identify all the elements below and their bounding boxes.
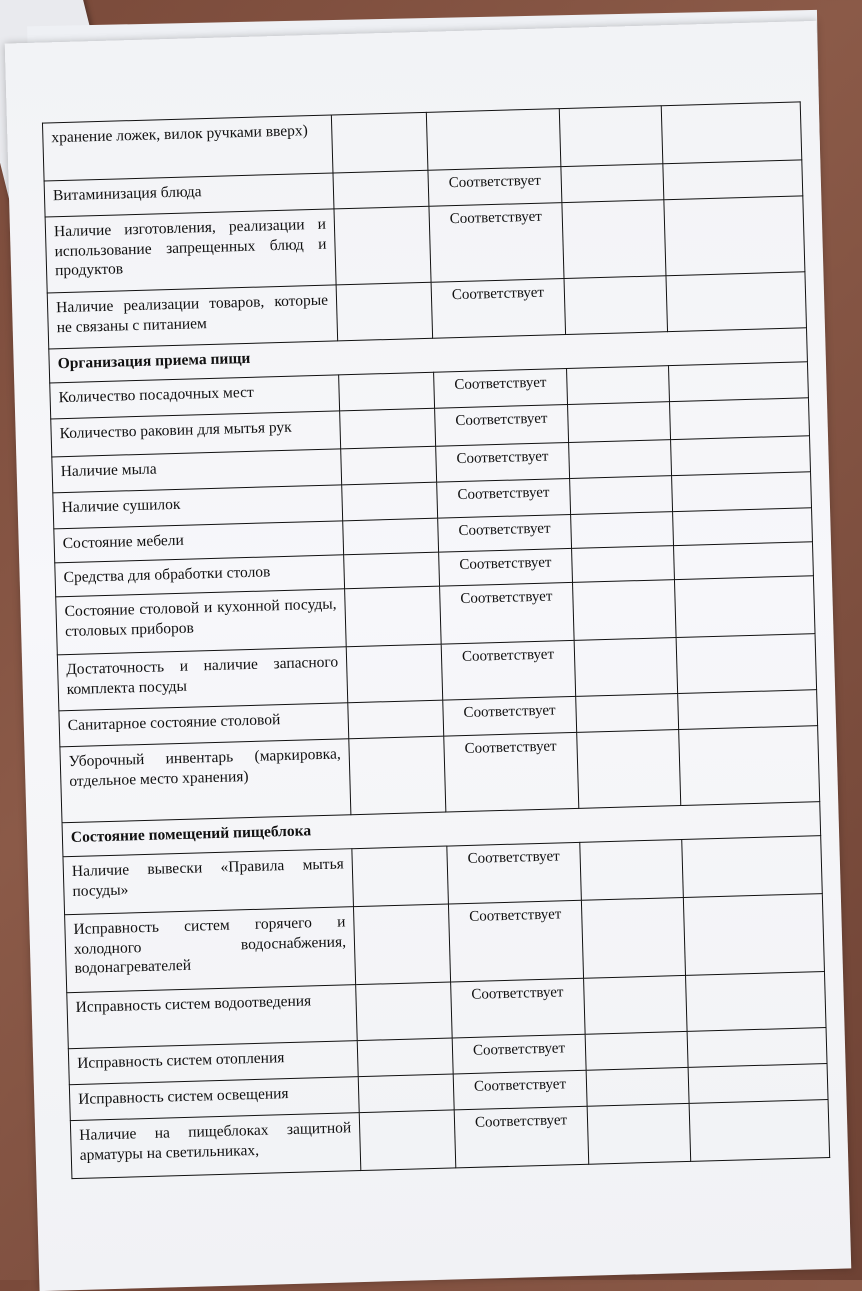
criterion-cell: Санитарное состояние столовой (59, 703, 349, 747)
empty-cell (587, 1103, 691, 1164)
empty-cell (679, 726, 820, 806)
criterion-cell: Наличие реализации товаров, которые не связаны с питанием (47, 285, 337, 349)
criterion-cell: Наличие сушилок (53, 485, 343, 529)
status-cell: Соответствует (447, 842, 582, 904)
criterion-cell: Состояние мебели (54, 521, 344, 563)
empty-cell (339, 372, 435, 411)
empty-cell (570, 476, 673, 515)
empty-cell (687, 1028, 827, 1068)
empty-cell (349, 736, 446, 815)
empty-cell (356, 982, 453, 1041)
empty-cell (671, 436, 811, 476)
empty-cell (669, 398, 809, 440)
criterion-cell: Витаминизация блюда (44, 173, 334, 217)
empty-cell (359, 1110, 456, 1171)
empty-cell (564, 276, 668, 335)
status-cell: Соответствует (438, 514, 572, 552)
section-heading: Состояние помещений пищеблока (62, 802, 821, 857)
empty-cell (682, 836, 823, 898)
empty-cell (666, 272, 807, 332)
status-cell: Соответствует (441, 640, 576, 700)
empty-cell (581, 897, 685, 978)
criterion-cell: Достаточность и наличие запасного комплекта посуды (57, 647, 347, 711)
empty-cell (572, 546, 675, 583)
empty-cell (342, 482, 438, 521)
empty-cell (561, 164, 664, 203)
status-cell: Соответствует (454, 1106, 589, 1168)
status-cell: Соответствует (444, 732, 579, 812)
empty-cell (576, 694, 679, 733)
status-cell: Соответствует (436, 442, 570, 482)
empty-cell (584, 975, 688, 1034)
empty-cell (673, 508, 813, 546)
empty-cell (559, 106, 663, 167)
criterion-cell: Наличие мыла (52, 449, 342, 493)
status-cell: Соответствует (428, 167, 562, 207)
empty-cell (674, 542, 814, 580)
empty-cell (580, 839, 684, 900)
status-cell: Соответствует (437, 478, 571, 518)
empty-cell (674, 576, 815, 638)
criterion-cell: Средства для обработки столов (55, 555, 345, 597)
status-cell: Соответствует (434, 369, 568, 409)
empty-cell (344, 552, 440, 589)
empty-cell (577, 730, 681, 809)
criterion-cell: Уборочный инвентарь (маркировка, отдельное место хранения) (60, 739, 351, 823)
empty-cell (664, 196, 805, 276)
criterion-cell: Наличие на пищеблоках защитной арматуры на светильниках, (70, 1113, 361, 1179)
empty-cell (663, 160, 803, 200)
empty-cell (562, 200, 666, 279)
empty-cell (573, 580, 677, 641)
empty-cell (672, 472, 812, 512)
empty-cell (661, 102, 802, 164)
criterion-cell: Наличие вывески «Правила мытья посуды» (63, 849, 354, 915)
empty-cell (678, 690, 818, 730)
criterion-cell: Количество посадочных мест (50, 375, 340, 419)
empty-cell (334, 206, 431, 285)
empty-cell (676, 634, 817, 694)
empty-cell (357, 1038, 453, 1077)
empty-cell (568, 402, 671, 443)
criterion-cell: хранение ложек, вилок ручками вверх) (42, 115, 333, 181)
status-cell: Соответствует (440, 582, 575, 644)
status-cell: Соответствует (435, 405, 569, 447)
criterion-cell: Исправность систем горячего и холодного водоснабжения, водонагревателей (65, 907, 356, 993)
section-heading: Организация приема пищи (49, 328, 808, 383)
empty-cell (569, 440, 672, 479)
empty-cell (348, 700, 444, 739)
status-cell: Соответствует (448, 900, 583, 982)
empty-cell (346, 644, 443, 703)
status-cell: Соответствует (443, 696, 577, 736)
status-cell: Соответствует (431, 279, 566, 339)
empty-cell (668, 362, 808, 402)
empty-cell (343, 518, 439, 555)
criterion-cell: Состояние столовой и кухонной посуды, столовых приборов (56, 589, 347, 655)
criterion-cell: Количество раковин для мытья рук (51, 411, 341, 457)
status-cell: Соответствует (453, 1070, 587, 1110)
empty-cell (585, 1031, 688, 1070)
status-cell: Соответствует (451, 978, 586, 1038)
status-cell: Соответствует (439, 548, 573, 586)
empty-cell (567, 366, 670, 405)
empty-cell (689, 1100, 830, 1162)
empty-cell (683, 894, 824, 976)
empty-cell (333, 170, 429, 209)
status-cell (426, 109, 561, 171)
empty-cell (336, 282, 433, 341)
criterion-cell: Наличие изготовления, реализации и использование запрещенных блюд и продуктов (45, 209, 336, 293)
inspection-table (42, 101, 830, 1179)
empty-cell (340, 408, 436, 449)
empty-cell (352, 846, 449, 907)
criterion-cell: Исправность систем водоотведения (67, 985, 357, 1049)
empty-cell (345, 586, 442, 647)
empty-cell (353, 904, 450, 985)
criterion-cell: Исправность систем освещения (69, 1077, 359, 1121)
criterion-cell: Исправность систем отопления (68, 1041, 358, 1085)
empty-cell (571, 512, 674, 549)
empty-cell (331, 112, 428, 173)
empty-cell (686, 972, 827, 1032)
empty-cell (574, 638, 678, 697)
empty-cell (586, 1067, 689, 1106)
empty-cell (341, 446, 437, 485)
status-cell: Соответствует (429, 203, 564, 283)
status-cell: Соответствует (452, 1034, 586, 1074)
empty-cell (358, 1074, 454, 1113)
empty-cell (688, 1064, 828, 1104)
document-page (5, 21, 852, 1291)
